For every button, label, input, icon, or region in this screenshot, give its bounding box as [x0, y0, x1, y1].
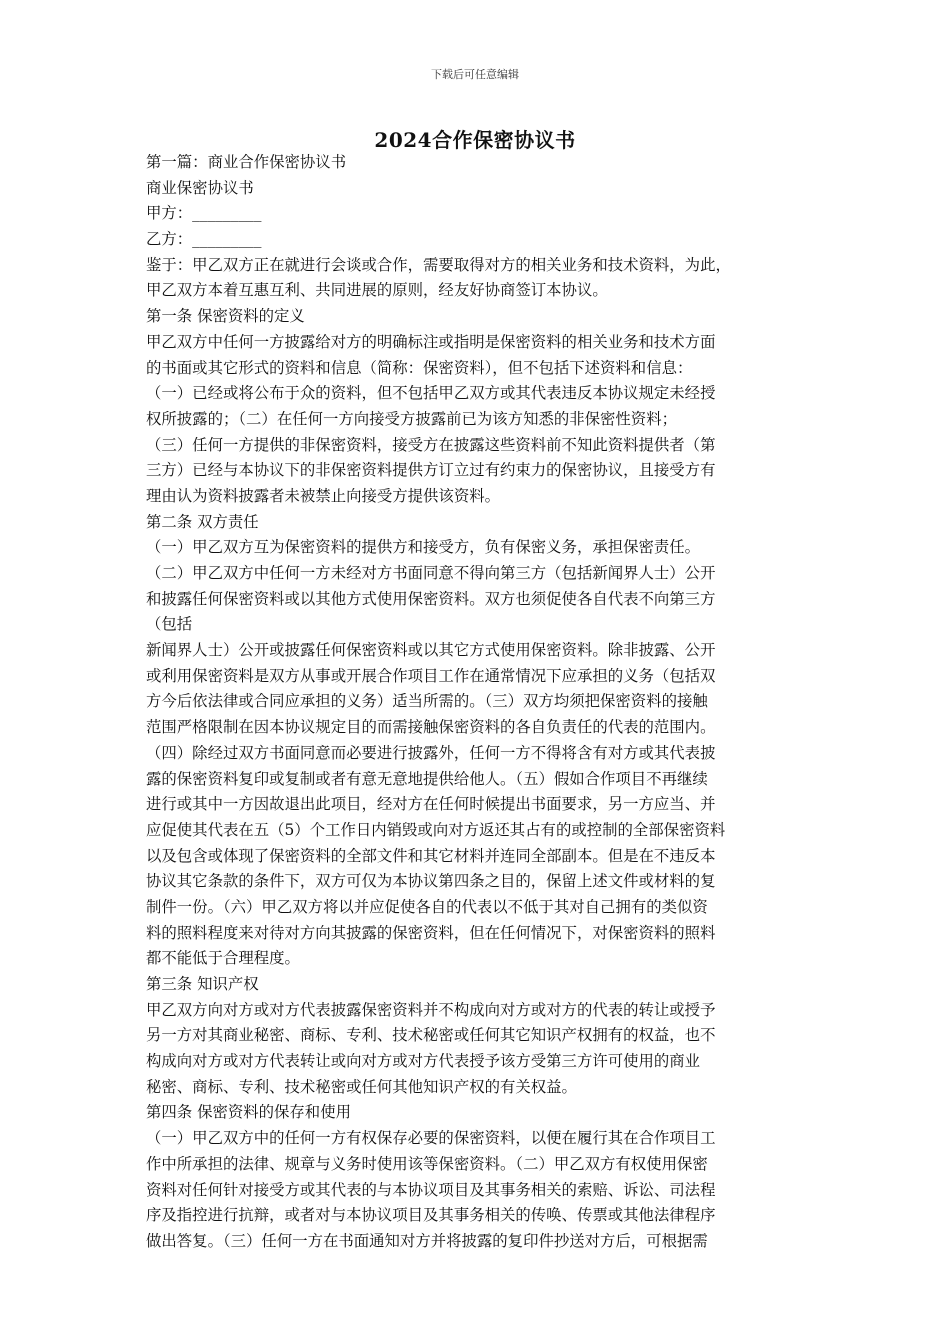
text-line: （一）甲乙双方中的任何一方有权保存必要的保密资料，以便在履行其在合作项目工	[146, 1129, 716, 1148]
text-line: 构成向对方或对方代表转让或向对方或对方代表授予该方受第三方许可使用的商业	[146, 1052, 701, 1071]
party-b-line: 乙方：_________	[146, 230, 262, 249]
text-line: 甲乙双方本着互惠互利、共同进展的原则，经友好协商签订本协议。	[146, 281, 608, 300]
text-line: 进行或其中一方因故退出此项目，经对方在任何时候提出书面要求，另一方应当、并	[146, 795, 716, 814]
text-line: （一）已经或将公布于众的资料，但不包括甲乙双方或其代表违反本协议规定未经授	[146, 384, 716, 403]
text-line: （包括	[146, 615, 193, 634]
text-line: 秘密、商标、专利、技术秘密或任何其他知识产权的有关权益。	[146, 1077, 577, 1096]
text-line: 权所披露的；（二）在任何一方向接受方披露前已为该方知悉的非保密性资料；	[146, 409, 677, 428]
text-line: 甲乙双方向对方或对方代表披露保密资料并不构成向对方或对方的代表的转让或授予	[146, 1000, 716, 1019]
text-line: 制件一份。（六）甲乙双方将以并应促使各自的代表以不低于其对自己拥有的类似资	[146, 897, 708, 916]
text-line: 和披露任何保密资料或以其他方式使用保密资料。双方也须促使各自代表不向第三方	[146, 589, 716, 608]
text-line: 甲乙双方中任何一方披露给对方的明确标注或指明是保密资料的相关业务和技术方面	[146, 332, 716, 351]
article-heading: 第三条 知识产权	[146, 975, 259, 993]
text-line: 应促使其代表在五（5）个工作日内销毁或向对方返还其占有的或控制的全部保密资料	[146, 820, 726, 839]
article-heading: 第一条 保密资料的定义	[146, 307, 305, 326]
text-line: （四）除经过双方书面同意而必要进行披露外，任何一方不得将含有对方或其代表披	[146, 743, 716, 762]
document-title: 2024合作保密协议书	[374, 128, 576, 152]
document-body	[146, 150, 806, 1255]
text-line: 鉴于：甲乙双方正在就进行会谈或合作，需要取得对方的相关业务和技术资料，为此，	[146, 255, 731, 274]
text-line: 第一篇：商业合作保密协议书	[146, 153, 347, 171]
article-heading: 第四条 保密资料的保存和使用	[146, 1103, 351, 1122]
text-line: 三方）已经与本协议下的非保密资料提供方订立过有约束力的保密协议，且接受方有	[146, 461, 716, 480]
text-line: 序及指控进行抗辩，或者对与本协议项目及其事务相关的传唤、传票或其他法律程序	[146, 1206, 716, 1225]
text-line: （一）甲乙双方互为保密资料的提供方和接受方，负有保密义务，承担保密责任。	[146, 538, 701, 557]
text-line: 范围严格限制在因本协议规定目的而需接触保密资料的各自负责任的代表的范围内。	[146, 718, 716, 737]
text-line: 理由认为资料披露者未被禁止向接受方提供该资料。	[146, 486, 500, 505]
text-line: 资料对任何针对接受方或其代表的与本协议项目及其事务相关的索赔、诉讼、司法程	[146, 1180, 716, 1199]
article-heading: 第二条 双方责任	[146, 512, 259, 531]
text-line: 以及包含或体现了保密资料的全部文件和其它材料并连同全部副本。但是在不违反本	[146, 846, 716, 865]
text-line: 做出答复。（三）任何一方在书面通知对方并将披露的复印件抄送对方后，可根据需	[146, 1231, 708, 1250]
text-line: 露的保密资料复印或复制或者有意无意地提供给他人。（五）假如合作项目不再继续	[146, 769, 708, 788]
party-a-line: 甲方：_________	[146, 204, 262, 223]
text-line: 或利用保密资料是双方从事或开展合作项目工作在通常情况下应承担的义务（包括双	[146, 666, 716, 685]
text-line: 都不能低于合理程度。	[146, 949, 300, 968]
text-line: （二）甲乙双方中任何一方未经对方书面同意不得向第三方（包括新闻界人士）公开	[146, 564, 716, 582]
text-line: 另一方对其商业秘密、商标、专利、技术秘密或任何其它知识产权拥有的权益，也不	[146, 1026, 716, 1045]
text-line: 方今后依法律或合同应承担的义务）适当所需的。（三）双方均须把保密资料的接触	[146, 692, 708, 711]
text-line: （三）任何一方提供的非保密资料，接受方在披露这些资料前不知此资料提供者（第	[146, 435, 716, 454]
page-header-note: 下载后可任意编辑	[431, 68, 519, 81]
text-line: 商业保密协议书	[146, 178, 254, 197]
text-line: 料的照料程度来对待对方向其披露的保密资料，但在任何情况下，对保密资料的照料	[146, 923, 716, 942]
text-line: 新闻界人士）公开或披露任何保密资料或以其它方式使用保密资料。除非披露、公开	[146, 641, 716, 660]
text-line: 的书面或其它形式的资料和信息（简称：保密资料），但不包括下述资料和信息：	[146, 358, 693, 377]
text-line: 协议其它条款的条件下，双方可仅为本协议第四条之目的，保留上述文件或材料的复	[146, 872, 716, 891]
text-line: 作中所承担的法律、规章与义务时使用该等保密资料。（二）甲乙双方有权使用保密	[146, 1154, 708, 1173]
